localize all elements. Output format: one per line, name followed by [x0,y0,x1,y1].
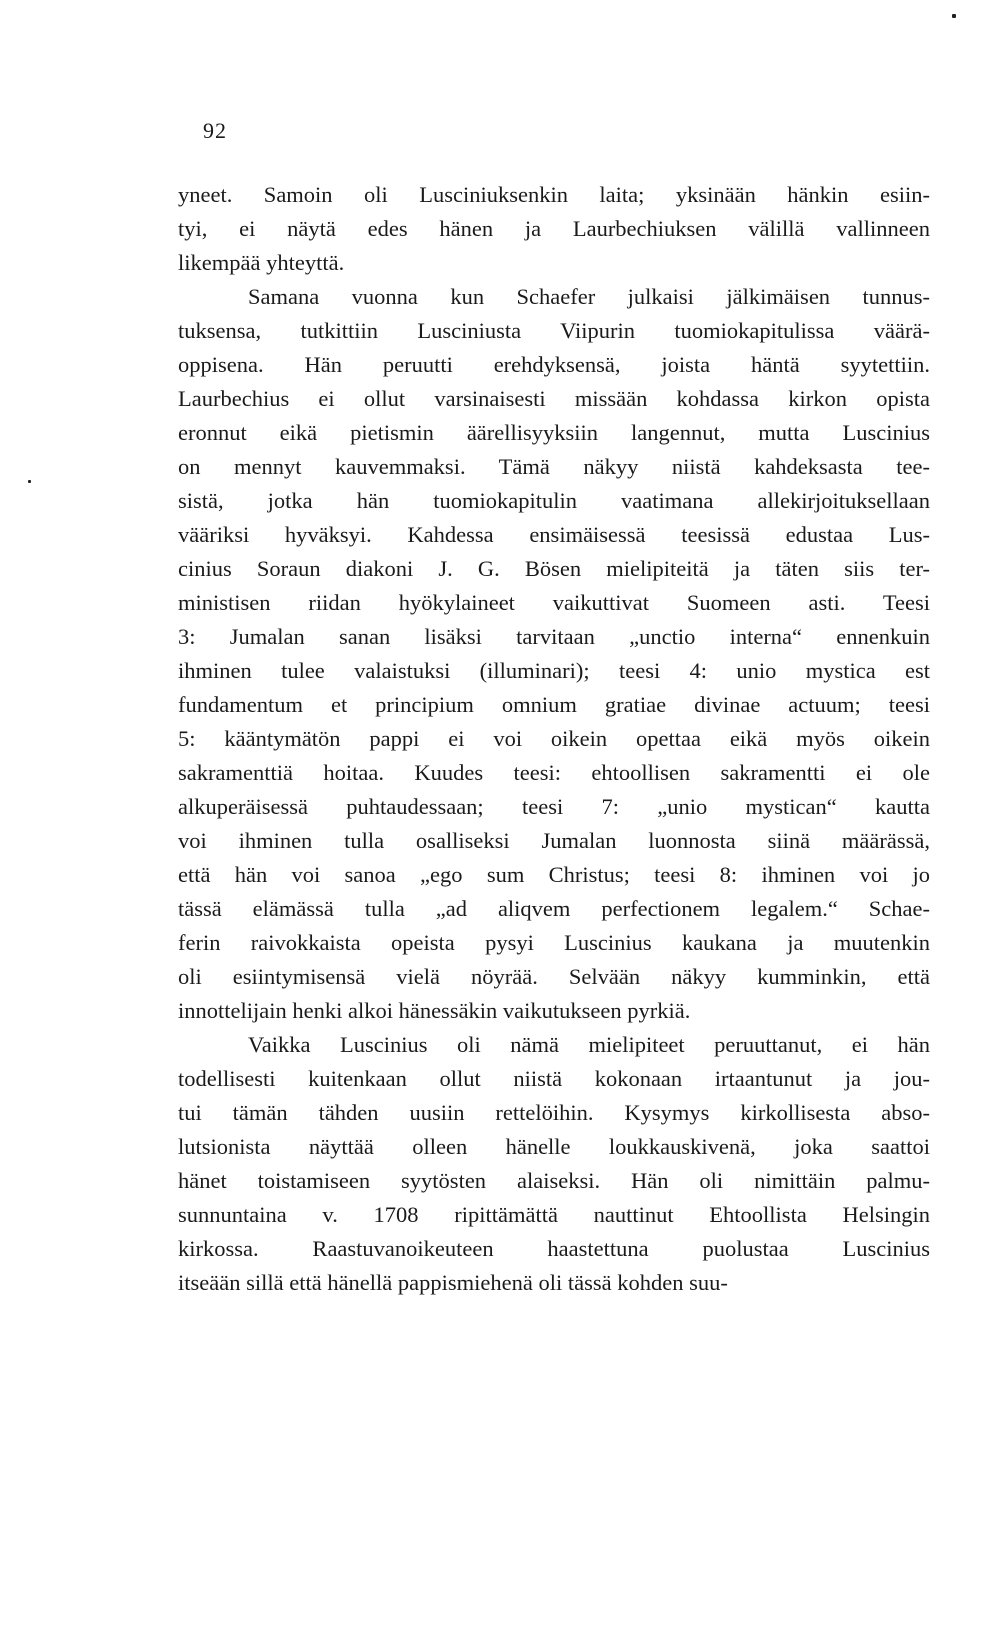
text-line: tyi, ei näytä edes hänen ja Laurbechiuksen välillä vallinneen [178,216,930,241]
text-line: tuksensa, tutkittiin Lusciniusta Viipurin tuomiokapitulissa väärä- [178,318,930,343]
page-number: 92 [203,118,227,143]
text-line: innottelijain henki alkoi hänessäkin vaikutukseen pyrkiä. [178,998,691,1023]
text-line: lutsionista näyttää olleen hänelle loukkauskivenä, joka saattoi [178,1134,930,1159]
text-line: fundamentum et principium omnium gratiae divinae actuum; teesi [178,692,930,717]
text-line: tässä elämässä tulla „ad aliqvem perfectionem legalem.“ Schae- [178,896,930,921]
text-line: todellisesti kuitenkaan ollut niistä kokonaan irtaantunut ja jou- [178,1066,930,1091]
text-line: ihminen tulee valaistuksi (illuminari); teesi 4: unio mystica est [178,658,930,683]
text-line: cinius Soraun diakoni J. G. Bösen mielipiteitä ja täten siis ter- [178,556,930,581]
paragraph [178,1028,930,1300]
text-line: 3: Jumalan sanan lisäksi tarvitaan „unctio interna“ ennenkuin [178,624,930,649]
text-line: eronnut eikä pietismin äärellisyyksiin langennut, mutta Luscinius [178,420,930,445]
body-text [178,178,930,1300]
text-line: sakramenttiä hoitaa. Kuudes teesi: ehtoollisen sakramentti ei ole [178,760,930,785]
text-line: ministisen riidan hyökylaineet vaikuttivat Suomeen asti. Teesi [178,590,930,615]
text-line: oppisena. Hän peruutti erehdyksensä, joista häntä syytettiin. [178,352,930,377]
text-line: voi ihminen tulla osalliseksi Jumalan luonnosta siinä määrässä, [178,828,930,853]
paragraph [178,280,930,1028]
text-line: kirkossa. Raastuvanoikeuteen haastettuna puolustaa Luscinius [178,1236,930,1261]
scan-speck [28,480,31,483]
text-line: hänet toistamiseen syytösten alaiseksi. Hän oli nimittäin palmu- [178,1168,930,1193]
paragraph [178,178,930,280]
text-line: että hän voi sanoa „ego sum Christus; teesi 8: ihminen voi jo [178,862,930,887]
text-line: Samana vuonna kun Schaefer julkaisi jälkimäisen tunnus- [248,284,930,309]
text-line: ferin raivokkaista opeista pysyi Luscinius kaukana ja muutenkin [178,930,930,955]
text-line: sunnuntaina v. 1708 ripittämättä nauttinut Ehtoollista Helsingin [178,1202,930,1227]
text-line: Vaikka Luscinius oli nämä mielipiteet peruuttanut, ei hän [248,1032,930,1057]
text-line: Laurbechius ei ollut varsinaisesti missään kohdassa kirkon opista [178,386,930,411]
text-line: vääriksi hyväksyi. Kahdessa ensimäisessä teesissä edustaa Lus- [178,522,930,547]
text-line: likempää yhteyttä. [178,250,345,275]
text-line: alkuperäisessä puhtaudessaan; teesi 7: „unio mystican“ kautta [178,794,930,819]
text-line: oli esiintymisensä vielä nöyrää. Selvään näkyy kumminkin, että [178,964,930,989]
text-line: itseään sillä että hänellä pappismiehenä oli tässä kohden suu- [178,1270,728,1295]
text-line: sistä, jotka hän tuomiokapitulin vaatimana allekirjoituksellaan [178,488,930,513]
text-line: on mennyt kauvemmaksi. Tämä näkyy niistä kahdeksasta tee- [178,454,930,479]
text-line: tui tämän tähden uusiin rettelöihin. Kysymys kirkollisesta abso- [178,1100,930,1125]
text-line: 5: kääntymätön pappi ei voi oikein opettaa eikä myös oikein [178,726,930,751]
scan-speck [952,14,956,18]
text-line: yneet. Samoin oli Lusciniuksenkin laita; yksinään hänkin esiin- [178,182,930,207]
